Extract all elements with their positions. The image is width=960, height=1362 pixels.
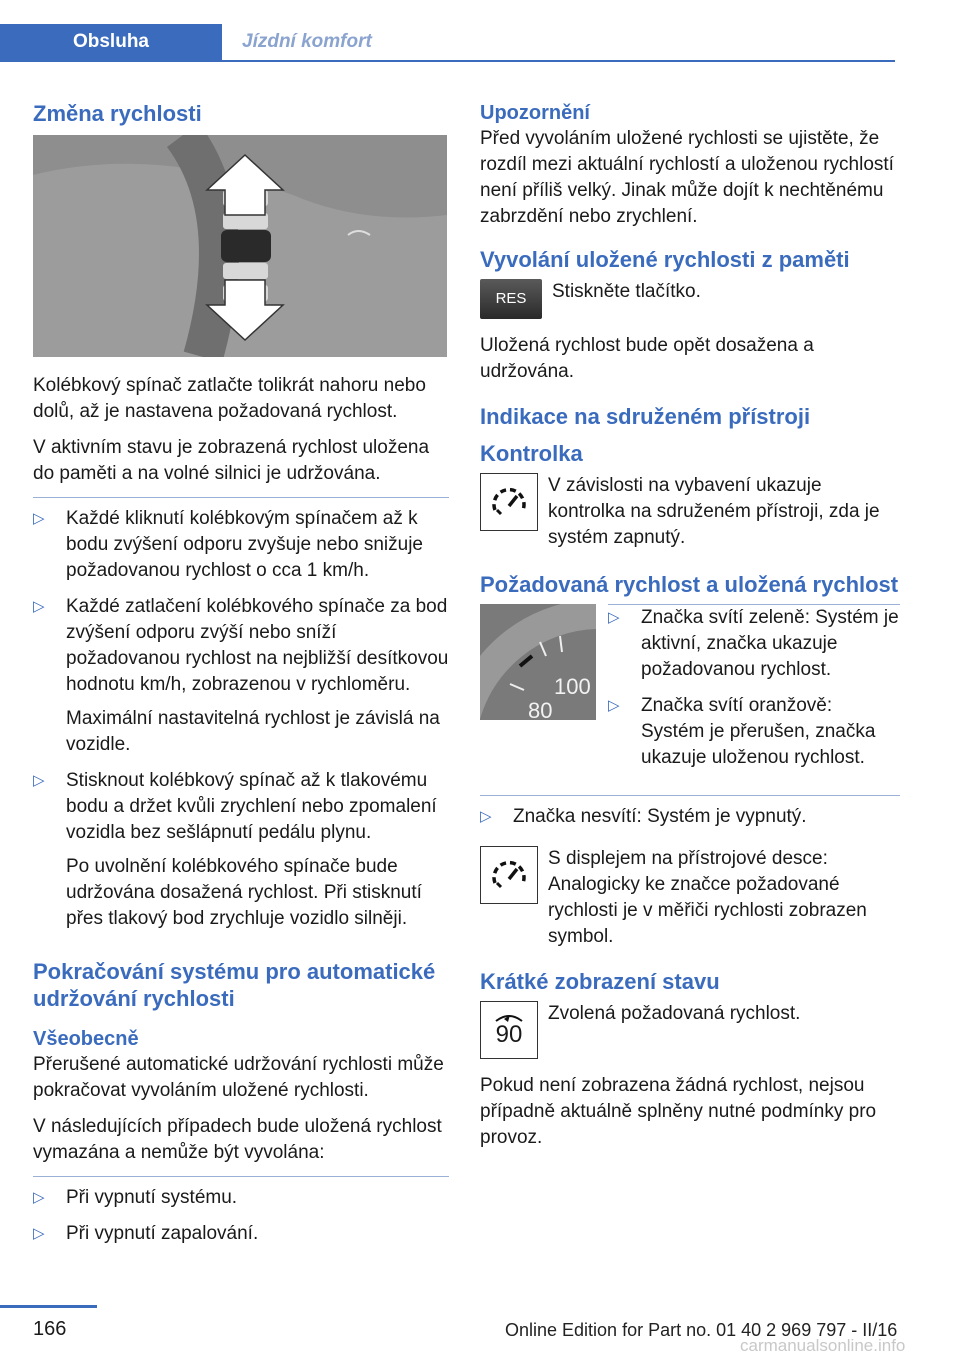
right-column	[480, 100, 900, 1161]
list-separator	[33, 1176, 449, 1177]
bullet-subtext: Po uvolnění kolébkového spínače bude udržována dosažená rychlost. Při stisknutí přes tlakový bod zrychluje vozidlo silněji.	[66, 856, 422, 929]
paragraph-resume: Přerušené automatické udržování rychlosti může pokračovat vyvoláním uložené rychlosti.	[33, 1054, 444, 1101]
bullet-text: Značka svítí zeleně: Systém je aktivní, značka ukazuje požadovanou rychlost.	[641, 607, 899, 680]
triangle-bullet-icon: ▷	[33, 510, 45, 527]
desired-speed-row	[480, 604, 900, 781]
recall-row	[480, 279, 900, 319]
bullet-text: Stisknout kolébkový spínač až k tlakovému bodu a držet kvůli zrychlení nebo zpomalení vozidla bez sešlápnutí pedálu plynu.	[66, 770, 437, 843]
cruise-control-icon	[480, 473, 538, 531]
list-separator	[480, 795, 900, 796]
page-number: 166	[33, 1318, 67, 1340]
list-item	[33, 506, 449, 584]
list-item	[33, 1221, 449, 1247]
indicator-row	[480, 473, 900, 551]
list-item	[608, 605, 900, 683]
subheading-general: Všeobecně	[33, 1028, 139, 1050]
heading-change-speed: Změna rychlosti	[33, 101, 202, 126]
triangle-bullet-icon: ▷	[608, 697, 620, 714]
triangle-bullet-icon: ▷	[480, 808, 492, 825]
header-divider	[0, 60, 895, 62]
heading-desired-speed: Požadovaná rychlost a uložená rychlost	[480, 572, 899, 597]
heading-short-status: Krátké zobrazení stavu	[480, 969, 720, 994]
heading-continue-system: Pokračování systému pro automatické udržování rychlosti	[33, 959, 436, 1011]
steering-wheel-illustration	[33, 135, 447, 357]
display-text: S displejem na přístrojové desce: Analogicky ke značce požadované rychlosti je v měřiči rychlosti zobrazen symbol.	[548, 848, 867, 947]
triangle-bullet-icon: ▷	[33, 1225, 45, 1242]
desired-bullet-list	[608, 604, 900, 781]
tab-obsluha[interactable]: Obsluha	[0, 24, 222, 60]
triangle-bullet-icon: ▷	[608, 609, 620, 626]
recall-instruction: Stiskněte tlačítko.	[552, 281, 701, 302]
footer-divider	[0, 1305, 97, 1308]
bullet-text: Při vypnutí systému.	[66, 1187, 238, 1208]
heading-indicator: Kontrolka	[480, 441, 583, 466]
bullet-text: Každé kliknutí kolébkovým spínačem až k bodu zvýšení odporu zvyšuje nebo snižuje požadovanou rychlost o cca 1 km/h.	[66, 508, 424, 581]
triangle-bullet-icon: ▷	[33, 1189, 45, 1206]
speed-90-value: 90	[495, 1021, 523, 1048]
list-item	[33, 594, 449, 758]
list-item	[33, 768, 449, 932]
triangle-bullet-icon: ▷	[33, 598, 45, 615]
bullet-text: Každé zatlačení kolébkového spínače za bod zvýšení odporu zvýší nebo sníží požadovanou rychlost na nejbližší desítkovou hodnotu km/h, zobrazenou v rychloměru.	[66, 596, 449, 695]
indicator-text: V závislosti na vybavení ukazuje kontrolka na sdruženém přístroji, zda je systém zapnutý.	[548, 475, 880, 548]
short-status-text: Zvolená požadovaná rychlost.	[548, 1003, 801, 1024]
steering-wheel-rocker-image	[33, 135, 447, 357]
heading-recall: Vyvolání uložené rychlosti z paměti	[480, 247, 850, 272]
edition-text: Online Edition for Part no. 01 40 2 969 797 - II/16	[505, 1320, 898, 1340]
paragraph-no-speed: Pokud není zobrazena žádná rychlost, nejsou případně aktuálně splněny nutné podmínky pro provoz.	[480, 1075, 877, 1148]
display-row	[480, 846, 900, 950]
left-column	[33, 100, 449, 1257]
speed-90-icon	[480, 1001, 538, 1059]
speed-label-100: 100	[554, 674, 591, 699]
heading-cluster-display: Indikace na sdruženém přístroji	[480, 404, 811, 429]
watermark: carmanualsonline.info	[740, 1336, 906, 1355]
list-item	[480, 804, 900, 830]
bullet-text: Značka svítí oranžově: Systém je přerušen, značka ukazuje uloženou rychlost.	[641, 695, 876, 768]
list-item	[608, 693, 900, 771]
warning-heading: Upozornění	[480, 102, 590, 124]
off-bullet-list	[480, 804, 900, 830]
warning-text: Před vyvoláním uložené rychlosti se ujistěte, že rozdíl mezi aktuální rychlostí a uloženou rychlostí není příliš velký. Jinak může dojít k nechtěnému zabrzdění nebo zrychlení.	[480, 128, 894, 227]
paragraph-rocker: Kolébkový spínač zatlačte tolikrát nahoru nebo dolů, až je nastavena požadovaná rychlost.	[33, 375, 426, 422]
bullet-text: Při vypnutí zapalování.	[66, 1223, 259, 1244]
erase-bullet-list	[33, 1185, 449, 1247]
header-tabs	[0, 24, 372, 60]
short-status-row	[480, 1001, 900, 1059]
rocker-bullet-list	[33, 506, 449, 932]
tab-jizdni-komfort[interactable]: Jízdní komfort	[242, 31, 372, 52]
bullet-subtext: Maximální nastavitelná rychlost je závislá na vozidle.	[66, 708, 440, 755]
list-separator	[33, 497, 449, 498]
paragraph-active-state: V aktivním stavu je zobrazená rychlost uložena do paměti a na volné silnici je udržována.	[33, 437, 430, 484]
speed-label-80: 80	[528, 698, 553, 720]
triangle-bullet-icon: ▷	[33, 772, 45, 789]
res-button-icon: RES	[480, 279, 542, 319]
bullet-text: Značka nesvítí: Systém je vypnutý.	[513, 806, 807, 827]
speedometer-image	[480, 604, 596, 720]
paragraph-recall-result: Uložená rychlost bude opět dosažena a udržována.	[480, 335, 814, 382]
paragraph-cases: V následujících případech bude uložená rychlost vymazána a nemůže být vyvolána:	[33, 1116, 442, 1163]
cruise-control-icon	[480, 846, 538, 904]
list-item	[33, 1185, 449, 1211]
